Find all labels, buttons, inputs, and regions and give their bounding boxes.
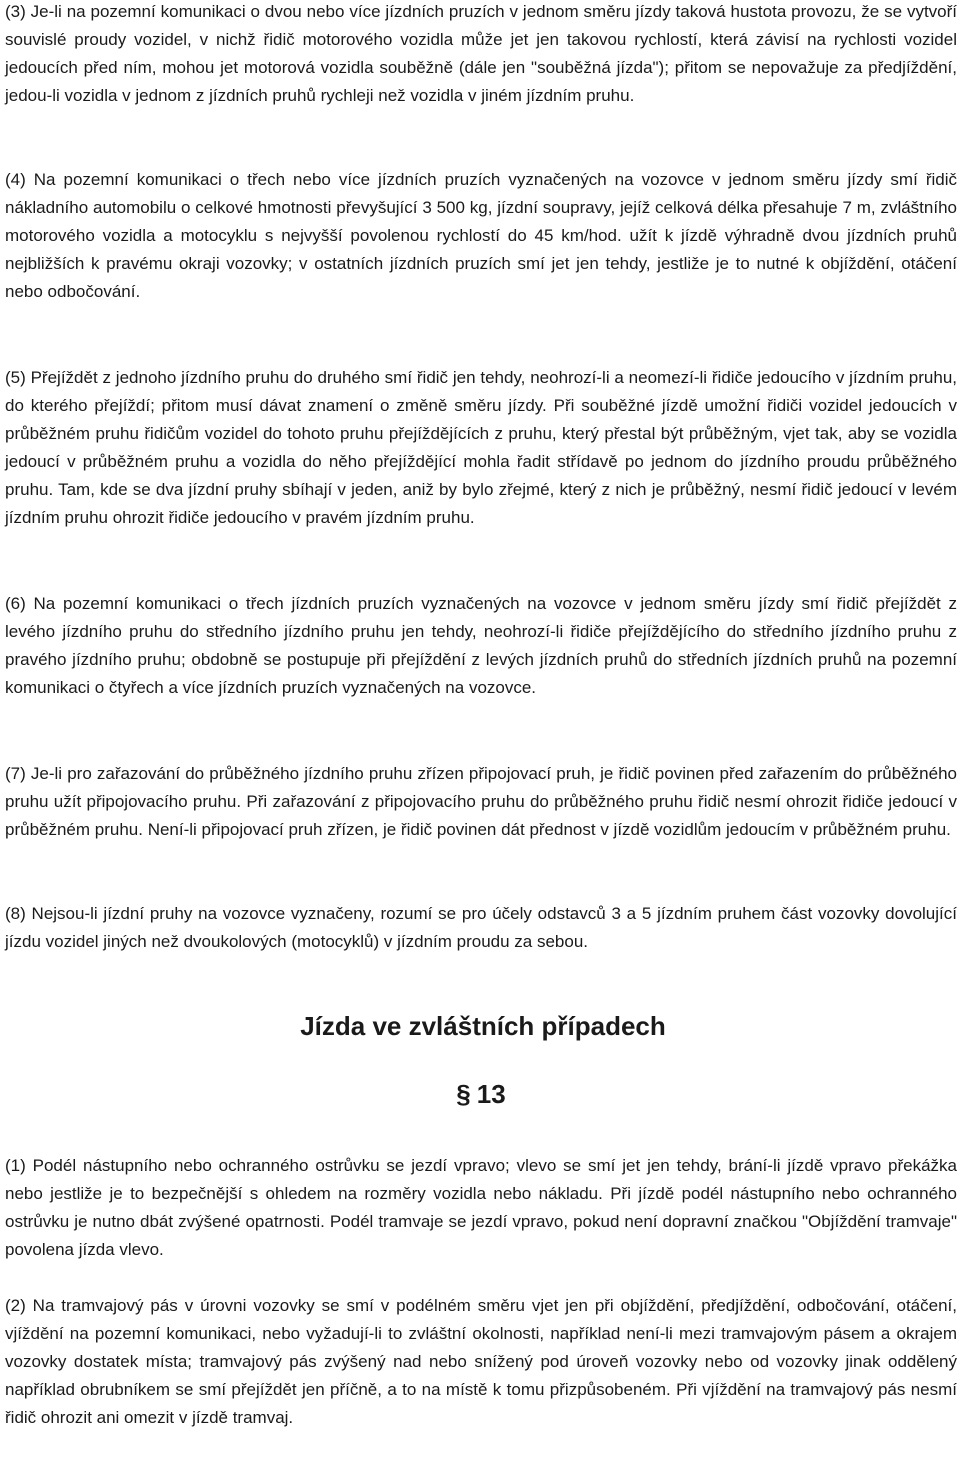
paragraph-4: (4) Na pozemní komunikaci o třech nebo více jízdních pruzích vyznačených na vozovce v jednom směru jízdy smí řidič nákladního automobilu o celkové hmotnosti převyšující 3 500 kg, jízdní soupravy, jejíž celková délka přesahuje 7 m, zvláštního motorového vozidla a motocyklu s nejvyšší povolenou rychlostí do 45 km/hod. užít k jízdě výhradně dvou jízdních pruhů nejbližších k pravému okraji vozovky; v ostatních jízdních pruzích smí jet jen tehdy, jestliže je to nutné k objíždění, otáčení nebo odbočování. <box>5 170 957 301</box>
paragraph-7: (7) Je-li pro zařazování do průběžného jízdního pruhu zřízen připojovací pruh, je řidič povinen před zařazením do průběžného pruhu užít připojovacího pruhu. Při zařazování z připojovacího pruhu do průběžného pruhu řidič nesmí ohrozit řidiče jedoucí v průběžném pruhu. Není-li připojovací pruh zřízen, je řidič povinen dát přednost v jízdě vozidlům jedoucím v průběžném pruhu. <box>5 764 957 839</box>
section-number: 13 <box>476 1079 506 1109</box>
paragraph-8: (8) Nejsou-li jízdní pruhy na vozovce vyznačeny, rozumí se pro účely odstavců 3 a 5 jízdním pruhem část vozovky dovolující jízdu vozidel jiných než dvoukolových (motocyklů) v jízdním proudu za sebou. <box>5 904 957 951</box>
section-symbol: § <box>456 1079 471 1109</box>
paragraph-6: (6) Na pozemní komunikaci o třech jízdních pruzích vyznačených na vozovce v jednom směru jízdy smí řidič přejíždět z levého jízdního pruhu do středního jízdního pruhu jen tehdy, neohrozí-li řidiče přejíždějícího do středního jízdního pruhu z pravého jízdního pruhu; obdobně se postupuje při přejíždění z levých jízdních pruhů do středních jízdních pruhů na pozemní komunikaci o čtyřech a více jízdních pruzích vyznačených na vozovce. <box>5 594 957 697</box>
section-heading <box>5 1076 957 1112</box>
paragraph-3: (3) Je-li na pozemní komunikaci o dvou nebo více jízdních pruzích v jednom směru jízdy taková hustota provozu, že se vytvoří souvislé proudy vozidel, v nichž řidič motorového vozidla může jet jen takovou rychlostí, která závisí na rychlosti vozidel jedoucích před ním, mohou jet motorová vozidla souběžně (dále jen "souběžná jízda"); přitom se nepovažuje za předjíždění, jedou-li vozidla v jednom z jízdních pruhů rychleji než vozidla v jiném jízdním pruhu. <box>5 2 957 105</box>
paragraph-5: (5) Přejíždět z jednoho jízdního pruhu do druhého smí řidič jen tehdy, neohrozí-li a neomezí-li řidiče jedoucího v jízdním pruhu, do kterého přejíždí; přitom musí dávat znamení o změně směru jízdy. Při souběžné jízdě umožní řidiči vozidel jedoucích v průběžném pruhu řidičům vozidel do tohoto pruhu přejíždějících z pruhu, který přestal být průběžným, vjet tak, aby se vozidla jedoucí v průběžném pruhu a vozidla do něho přejíždějící mohla řadit střídavě po jednom do jízdního proudu průběžného pruhu. Tam, kde se dva jízdní pruhy sbíhají v jeden, aniž by bylo zřejmé, který z nich je průběžný, nesmí řidič jedoucí v levém jízdním pruhu ohrozit řidiče jedoucího v pravém jízdním pruhu. <box>5 368 957 527</box>
section-paragraph-2: (2) Na tramvajový pás v úrovni vozovky se smí v podélném směru vjet jen při objíždění, předjíždění, odbočování, otáčení, vjíždění na pozemní komunikaci, nebo vyžadují-li to zvláštní okolnosti, například není-li mezi tramvajovým pásem a okrajem vozovky dostatek místa; tramvajový pás zvýšený nad nebo snížený pod úroveň vozovky nebo od vozovky jinak oddělený například obrubníkem se smí přejíždět jen příčně, a to na místě k tomu přizpůsobeném. Při vjíždění na tramvajový pás nesmí řidič ohrozit ani omezit v jízdě tramvaj. <box>5 1296 957 1427</box>
chapter-heading: Jízda ve zvláštních případech <box>300 1011 666 1041</box>
section-paragraph-1: (1) Podél nástupního nebo ochranného ostrůvku se jezdí vpravo; vlevo se smí jet jen tehdy, brání-li jízdě vpravo překážka nebo jestliže je to bezpečnější s ohledem na rozměry vozidla nebo nákladu. Při jízdě podél nástupního nebo ochranného ostrůvku je nutno dbát zvýšené opatrnosti. Podél tramvaje se jezdí vpravo, pokud není dopravní značkou "Objíždění tramvaje" povolena jízda vlevo. <box>5 1156 957 1259</box>
